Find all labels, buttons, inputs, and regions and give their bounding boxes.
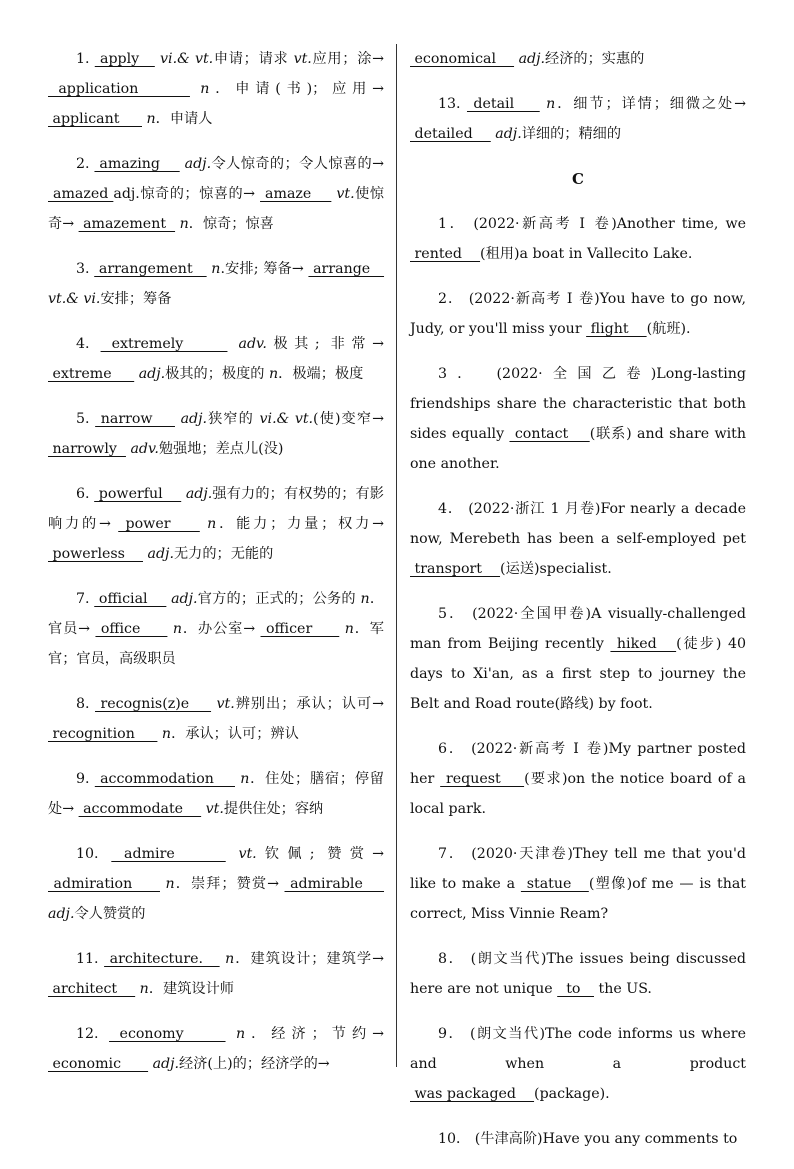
entry-number: 9. <box>76 771 95 787</box>
part-of-speech: n <box>165 876 175 892</box>
entry-text <box>190 81 200 97</box>
answer-blank: applicant <box>48 111 142 127</box>
column-divider <box>396 44 397 1067</box>
entry-number: 12. <box>76 1026 110 1042</box>
entry-text: ．办公室→ <box>181 621 261 637</box>
vocab-entry <box>410 359 746 479</box>
entry-text: 极其; 非常→ <box>266 336 384 352</box>
part-of-speech: n <box>344 621 354 637</box>
entry-text: ．细节；详情；细微之处→ <box>555 96 747 112</box>
entry-text: ．军官；官员，高级职员 <box>48 621 384 667</box>
entry-number: 8． <box>438 951 471 967</box>
vocab-entry <box>48 584 384 674</box>
entry-text <box>227 336 238 352</box>
entry-text <box>226 1026 237 1042</box>
part-of-speech: n <box>179 216 189 232</box>
answer-blank: application <box>48 81 190 97</box>
vocab-entry <box>410 734 746 824</box>
entry-number: 3． <box>438 366 497 382</box>
vocab-entry <box>410 284 746 344</box>
answer-blank: admiration <box>48 876 160 892</box>
part-of-speech: adj. <box>495 126 522 142</box>
entry-number: 6． <box>438 741 472 757</box>
vocab-entry <box>410 44 746 74</box>
answer-blank: power <box>118 516 200 532</box>
part-of-speech: vt.& vi. <box>48 291 101 307</box>
entry-text: ．崇拜；赞赏→ <box>174 876 285 892</box>
vocab-entry <box>410 89 746 149</box>
entry-text: (租用)a boat in Vallecito Lake. <box>480 246 693 262</box>
entry-text: 狭窄的 <box>207 411 260 427</box>
entry-text: ．建筑设计；建筑学→ <box>234 951 384 967</box>
answer-blank: accommodation <box>94 771 235 787</box>
answer-blank: arrangement <box>94 261 207 277</box>
answer-blank: hiked <box>610 636 677 652</box>
answer-blank: contact <box>509 426 590 442</box>
entry-text: 勉强地；差点儿(没) <box>158 441 284 457</box>
answer-blank: amaze <box>260 186 332 202</box>
vocab-entry <box>410 494 746 584</box>
part-of-speech: n <box>139 981 149 997</box>
entry-text: 应用；涂→ <box>311 51 384 67</box>
entry-text: 惊奇的；惊喜的→ <box>139 186 261 202</box>
part-of-speech: vi.& vt. <box>160 51 214 67</box>
vocab-entry <box>410 1124 746 1154</box>
answer-blank: was packaged <box>410 1086 535 1102</box>
entry-text: adj. <box>113 186 140 202</box>
left-column <box>48 44 384 1094</box>
entry-text: (2022·新高考 Ⅰ 卷)Another time, we <box>473 216 746 232</box>
entry-text: 详细的；精细的 <box>521 126 622 142</box>
part-of-speech: adj. <box>147 546 174 562</box>
entry-number: 4． <box>438 501 469 517</box>
answer-blank: arrange <box>308 261 385 277</box>
entry-text: 官方的；正式的；公务的 <box>197 591 361 607</box>
entry-text: (朗文当代)The issues being discussed here are not unique <box>410 951 746 997</box>
entry-text: (运送)specialist. <box>500 561 612 577</box>
entry-text: ．建筑设计师 <box>148 981 234 997</box>
vocab-entry <box>48 329 384 389</box>
entry-number: 2. <box>76 156 95 172</box>
part-of-speech: adj. <box>171 591 198 607</box>
entry-text: 辨别出；承认；认可→ <box>234 696 385 712</box>
vocab-entry <box>48 479 384 569</box>
entry-text: (2022·新高考 Ⅰ 卷)You have to go now, Judy, or you'll miss your <box>410 291 746 337</box>
answer-blank: detail <box>466 96 540 112</box>
entry-number: 13. <box>438 96 467 112</box>
answer-blank: statue <box>520 876 589 892</box>
entry-text: .安排; 筹备→ <box>220 261 309 277</box>
part-of-speech: vt. <box>216 696 235 712</box>
entry-text: (要求)on the notice board of a local park. <box>410 771 746 817</box>
vocab-entry <box>48 944 384 1004</box>
entry-text: ．能力；力量；权力→ <box>216 516 385 532</box>
answer-blank: extreme <box>48 366 135 382</box>
vocab-entry <box>48 839 384 929</box>
entry-text: the US. <box>594 981 652 997</box>
entry-text: (2022·新高考 Ⅰ 卷)My partner posted her <box>410 741 746 787</box>
part-of-speech: adj. <box>138 366 166 382</box>
entry-text: (2020·天津卷)They tell me that you'd like to make a <box>410 846 747 892</box>
entry-number: 1. <box>76 51 95 67</box>
right-column-vocab <box>410 44 746 149</box>
answer-blank: apply <box>94 51 155 67</box>
right-column <box>410 44 746 1169</box>
entry-number: 11. <box>76 951 105 967</box>
answer-blank: flight <box>586 321 647 337</box>
answer-blank: extremely <box>100 336 228 352</box>
entry-text: ．极端；极度 <box>278 366 364 382</box>
part-of-speech: n <box>240 771 250 787</box>
vocab-entry <box>410 1019 746 1109</box>
entry-text: 申请；请求 <box>213 51 294 67</box>
entry-text: ．申请(书)；应用→ <box>209 81 384 97</box>
answer-blank: recognis(z)e <box>95 696 212 712</box>
entry-text: ．申请人 <box>155 111 213 127</box>
entry-number: 3. <box>76 261 95 277</box>
entry-number: 10. <box>76 846 112 862</box>
right-column-exercises <box>410 209 746 1154</box>
answer-blank: officer <box>260 621 340 637</box>
answer-blank: economical <box>410 51 515 67</box>
entry-text: 令人赞赏的 <box>74 906 146 922</box>
part-of-speech: n <box>268 366 279 382</box>
entry-text: ．住处；膳宿；停留处→ <box>48 771 384 817</box>
answer-blank: powerful <box>94 486 182 502</box>
entry-text: (使)变窄→ <box>313 411 384 427</box>
answer-blank: architect <box>48 981 136 997</box>
entry-text: 提供住处；容纳 <box>223 801 324 817</box>
answer-blank: recognition <box>48 726 158 742</box>
part-of-speech: adv. <box>130 441 159 457</box>
part-of-speech: n <box>172 621 182 637</box>
entry-text: ．官员→ <box>48 591 385 637</box>
answer-blank: official <box>94 591 167 607</box>
part-of-speech: n <box>211 261 221 277</box>
vocab-entry <box>410 839 746 929</box>
entry-text: 极其的；极度的 <box>165 366 269 382</box>
answer-blank: economy <box>109 1026 226 1042</box>
entry-number: 10． <box>438 1131 475 1147</box>
part-of-speech: adj. <box>185 486 213 502</box>
vocab-entry <box>48 44 384 134</box>
entry-number: 5. <box>76 411 96 427</box>
answer-blank: admirable <box>284 876 385 892</box>
part-of-speech: adj. <box>152 1056 180 1072</box>
entry-number: 9． <box>438 1026 471 1042</box>
part-of-speech: n <box>236 1026 246 1042</box>
answer-blank: powerless <box>48 546 143 562</box>
vocab-entry <box>410 209 746 269</box>
vocab-entry <box>48 254 384 314</box>
entry-number: 7． <box>438 846 472 862</box>
entry-text: 使惊奇→ <box>48 186 384 232</box>
part-of-speech: vt. <box>238 846 257 862</box>
entry-text: (2022·全国乙卷)Long-lasting friendships share the characteristic that both sides equally <box>410 366 746 442</box>
entry-number: 2． <box>438 291 469 307</box>
vocab-entry <box>48 689 384 749</box>
answer-blank: narrowly <box>48 441 126 457</box>
entry-text <box>226 846 239 862</box>
answer-blank: request <box>440 771 525 787</box>
answer-blank: amazement <box>78 216 176 232</box>
part-of-speech: adj. <box>184 156 212 172</box>
entry-text: 经济的；实惠的 <box>545 51 645 67</box>
vocab-entry <box>410 599 746 719</box>
answer-blank: amazed <box>48 186 114 202</box>
answer-blank: to <box>557 981 594 997</box>
answer-blank: narrow <box>95 411 175 427</box>
vocab-entry <box>48 1019 384 1079</box>
answer-blank: office <box>95 621 168 637</box>
answer-blank: detailed <box>410 126 491 142</box>
part-of-speech: adj. <box>180 411 208 427</box>
entry-text: (徒步) 40 days to Xi'an, as a first step to journey the Belt and Road route(路线) by foot. <box>410 636 746 712</box>
entry-text: 经济(上)的；经济学的→ <box>179 1056 330 1072</box>
entry-text: 令人惊奇的；令人惊喜的→ <box>211 156 385 172</box>
entry-text: 钦佩; 赞赏→ <box>256 846 385 862</box>
part-of-speech: vt. <box>336 186 355 202</box>
entry-text: ．承认；认可；辨认 <box>171 726 299 742</box>
entry-text: 无力的；无能的 <box>173 546 274 562</box>
entry-number: 4. <box>76 336 101 352</box>
entry-number: 5． <box>438 606 473 622</box>
entry-number: 8. <box>76 696 96 712</box>
answer-blank: amazing <box>94 156 180 172</box>
answer-blank: accommodate <box>78 801 202 817</box>
vocab-entry <box>48 404 384 464</box>
entry-text: 安排；筹备 <box>100 291 172 307</box>
part-of-speech: n <box>161 726 172 742</box>
part-of-speech: n <box>207 516 217 532</box>
part-of-speech: n <box>200 81 210 97</box>
entry-text: (2022·全国甲卷)A visually-challenged man from Beijing recently <box>410 606 746 652</box>
answer-blank: admire <box>111 846 226 862</box>
answer-blank: economic <box>48 1056 149 1072</box>
vocab-entry <box>410 944 746 1004</box>
part-of-speech: adj. <box>48 906 75 922</box>
entry-text: (航班). <box>646 321 691 337</box>
entry-text: (牛津高阶)Have you any comments to <box>474 1131 738 1147</box>
answer-blank: architecture. <box>104 951 220 967</box>
entry-text: ．惊奇；惊喜 <box>188 216 274 232</box>
entry-text: ．经济；节约→ <box>245 1026 385 1042</box>
entry-number: 6. <box>76 486 95 502</box>
part-of-speech: adj. <box>518 51 546 67</box>
part-of-speech: adv. <box>238 336 267 352</box>
answer-blank: rented <box>410 246 481 262</box>
entry-number: 7. <box>76 591 95 607</box>
entry-text: (2022·浙江 1 月卷)For nearly a decade now, Merebeth has been a self-employed pet <box>410 501 746 547</box>
part-of-speech: n <box>225 951 235 967</box>
vocab-entry <box>48 149 384 239</box>
part-of-speech: n <box>146 111 156 127</box>
entry-text: (朗文当代)The code informs us where and when a product <box>410 1026 746 1072</box>
part-of-speech: vt. <box>293 51 312 67</box>
part-of-speech: vt. <box>205 801 224 817</box>
answer-blank: transport <box>410 561 501 577</box>
section-heading: C <box>572 170 584 188</box>
entry-number: 1． <box>438 216 474 232</box>
entry-text: (联系) and share with one another. <box>410 426 746 472</box>
vocab-entry <box>48 764 384 824</box>
part-of-speech: n <box>546 96 556 112</box>
part-of-speech: vi.& vt. <box>259 411 314 427</box>
entry-text: (package). <box>534 1086 610 1102</box>
entry-text: (塑像)of me — is that correct, Miss Vinnie Ream? <box>410 876 747 922</box>
entry-text: 强有力的；有权势的；有影响力的→ <box>48 486 384 532</box>
part-of-speech: n <box>360 591 370 607</box>
